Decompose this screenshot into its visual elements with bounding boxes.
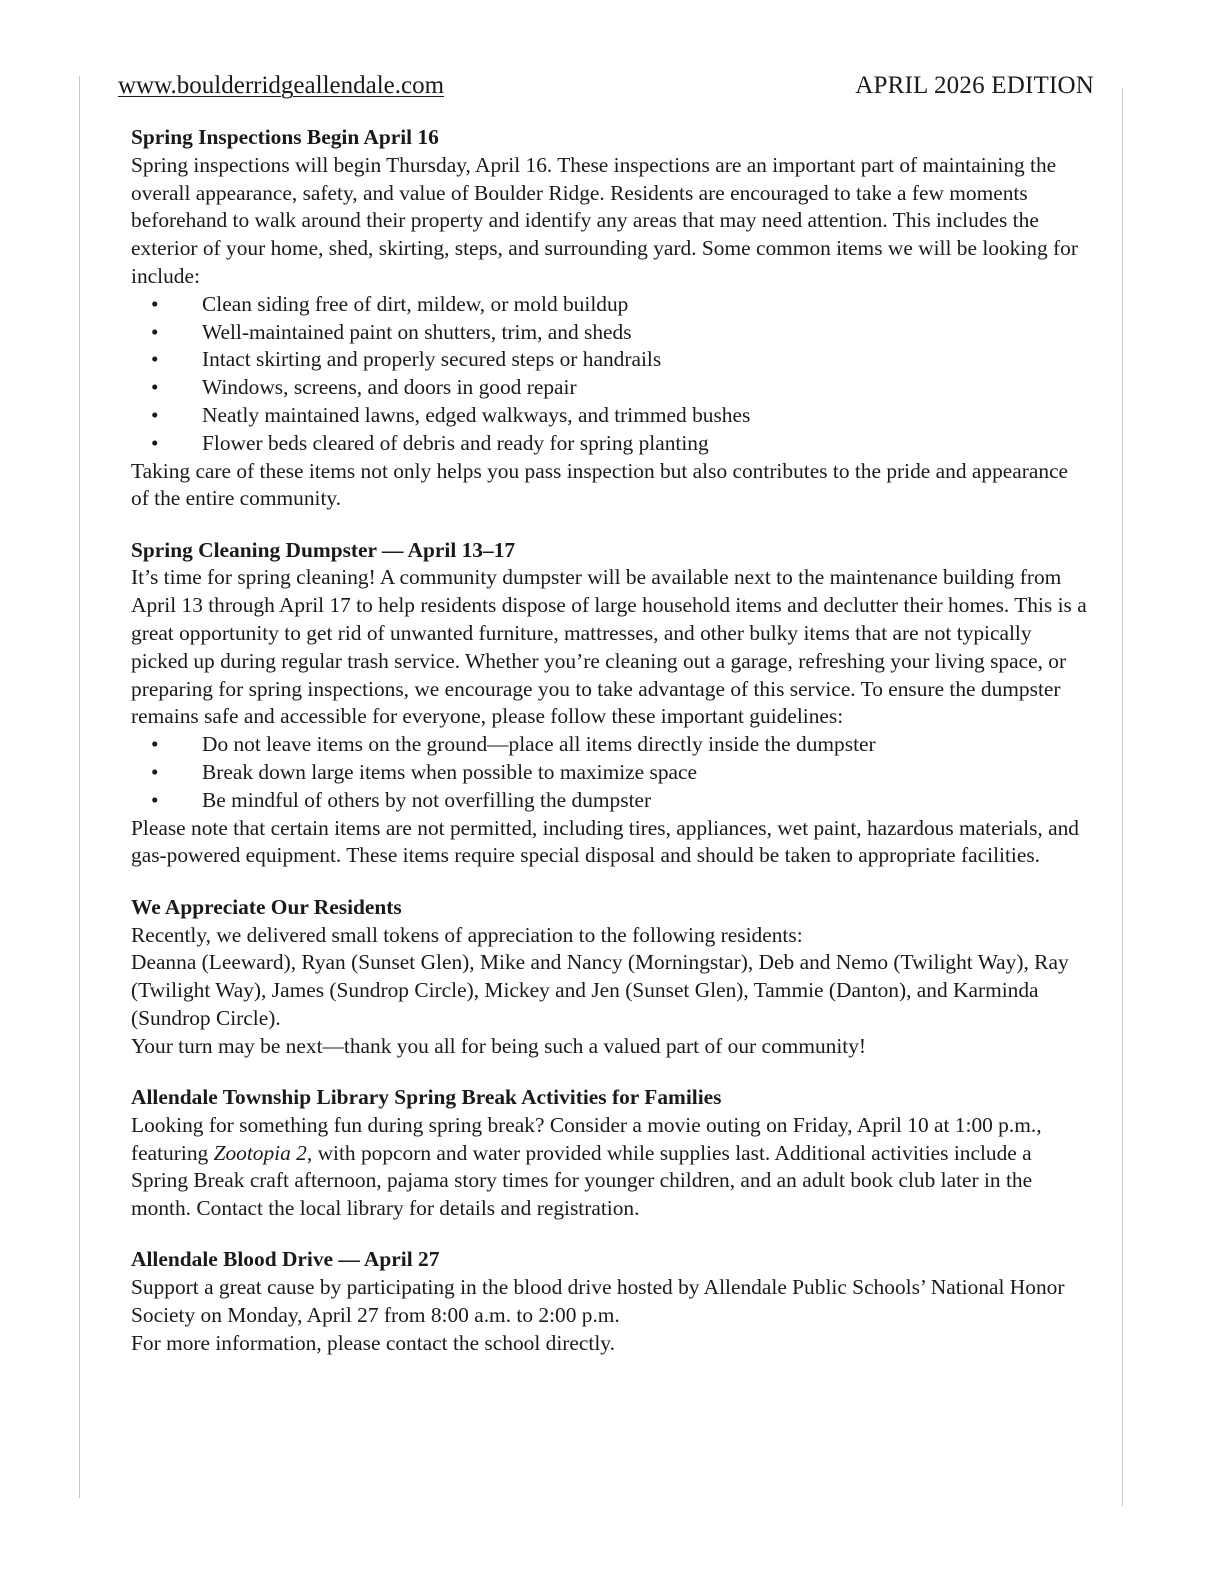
section-spring-cleaning-dumpster <box>131 537 1091 871</box>
list-item <box>131 731 1091 759</box>
newsletter-body <box>131 124 1091 1381</box>
bullet-icon: • <box>151 787 159 812</box>
section-closing: Taking care of these items not only helps you pass inspection but also contributes to the pride and appearance of the entire community. <box>131 458 1069 511</box>
list-item <box>131 319 1091 347</box>
bullet-icon: • <box>151 291 159 316</box>
library-description <box>131 1112 1091 1223</box>
list-item <box>131 402 1091 430</box>
list-item <box>131 346 1091 374</box>
movie-title: Zootopia 2 <box>213 1140 307 1165</box>
bullet-icon: • <box>151 319 159 344</box>
list-item-text: Well-maintained paint on shutters, trim, and sheds <box>202 319 632 344</box>
website-link[interactable]: www.boulderridgeallendale.com <box>118 72 445 99</box>
bullet-icon: • <box>151 430 159 455</box>
resident-names: Deanna (Leeward), Ryan (Sunset Glen), Mike and Nancy (Morningstar), Deb and Nemo (Twilight Way), Ray (Twilight Way), James (Sundrop Circle), Mickey and Jen (Sunset Glen), Tammie (Danton), and Karminda (Sundrop Circle). <box>131 950 1069 1030</box>
section-title: Allendale Blood Drive — April 27 <box>131 1247 440 1272</box>
section-title: We Appreciate Our Residents <box>131 894 402 919</box>
bullet-icon: • <box>151 347 159 372</box>
appreciation-closing: Your turn may be next—thank you all for being such a valued part of our community! <box>131 1033 867 1058</box>
edition-label: APRIL 2026 EDITION <box>855 72 1094 99</box>
list-item <box>131 787 1091 815</box>
list-item <box>131 374 1091 402</box>
appreciation-intro: Recently, we delivered small tokens of appreciation to the following residents: <box>131 922 803 947</box>
list-item-text: Windows, screens, and doors in good repair <box>202 375 577 400</box>
section-spring-inspections <box>131 124 1091 513</box>
section-resident-appreciation <box>131 894 1091 1061</box>
list-item <box>131 759 1091 787</box>
blood-drive-contact: For more information, please contact the school directly. <box>131 1330 615 1355</box>
section-library-activities <box>131 1084 1091 1223</box>
bullet-icon: • <box>151 375 159 400</box>
bullet-icon: • <box>151 760 159 785</box>
section-title: Allendale Township Library Spring Break Activities for Families <box>131 1085 722 1109</box>
library-text-end: , with popcorn and water provided while supplies last. Additional activities include a Spring Break craft afternoon, pajama story times for younger children, and an adult book club later in the month. Contact the local library for details and registration. <box>131 1140 1033 1221</box>
list-item-text: Be mindful of others by not overfilling the dumpster <box>202 787 652 812</box>
section-closing: Please note that certain items are not permitted, including tires, appliances, wet paint, hazardous materials, and gas-powered equipment. These items require special disposal and should be taken to appropriate facilities. <box>131 815 1079 868</box>
right-margin-rule <box>1122 88 1123 1506</box>
section-intro: It’s time for spring cleaning! A community dumpster will be available next to the maintenance building from April 13 through April 17 to help residents dispose of large household items and declutter their homes. This is a great opportunity to get rid of unwanted furniture, mattresses, and other bulky items that are not typically picked up during regular trash service. Whether you’re cleaning out a garage, refreshing your living space, or preparing for spring inspections, we encourage you to take advantage of this service. To ensure the dumpster remains safe and accessible for everyone, please follow these important guidelines: <box>131 565 1087 729</box>
section-title: Spring Cleaning Dumpster — April 13–17 <box>131 537 516 562</box>
list-item <box>131 430 1091 458</box>
bullet-icon: • <box>151 732 159 757</box>
list-item-text: Neatly maintained lawns, edged walkways, and trimmed bushes <box>202 402 751 427</box>
library-text-start: Looking for something fun during spring break? Consider a movie outing on Friday, April 10 at 1:00 p.m., featuring <box>131 1112 1042 1165</box>
list-item-text: Clean siding free of dirt, mildew, or mold buildup <box>202 291 629 316</box>
left-margin-rule <box>79 76 80 1498</box>
section-blood-drive <box>131 1246 1091 1357</box>
list-item-text: Flower beds cleared of debris and ready for spring planting <box>202 430 709 455</box>
inspection-checklist <box>131 291 1091 458</box>
list-item-text: Do not leave items on the ground—place all items directly inside the dumpster <box>202 732 876 757</box>
list-item <box>131 291 1091 319</box>
bullet-icon: • <box>151 402 159 427</box>
list-item-text: Break down large items when possible to maximize space <box>202 760 698 785</box>
blood-drive-details: Support a great cause by participating in the blood drive hosted by Allendale Public Schools’ National Honor Society on Monday, April 27 from 8:00 a.m. to 2:00 p.m. <box>131 1275 1065 1328</box>
list-item-text: Intact skirting and properly secured steps or handrails <box>202 347 662 372</box>
section-intro: Spring inspections will begin Thursday, April 16. These inspections are an important part of maintaining the overall appearance, safety, and value of Boulder Ridge. Residents are encouraged to take a few moments beforehand to walk around their property and identify any areas that may need attention. This includes the exterior of your home, shed, skirting, steps, and surrounding yard. Some common items we will be looking for include: <box>131 152 1078 288</box>
masthead <box>118 72 1094 108</box>
dumpster-guidelines <box>131 731 1091 814</box>
section-title: Spring Inspections Begin April 16 <box>131 125 439 149</box>
